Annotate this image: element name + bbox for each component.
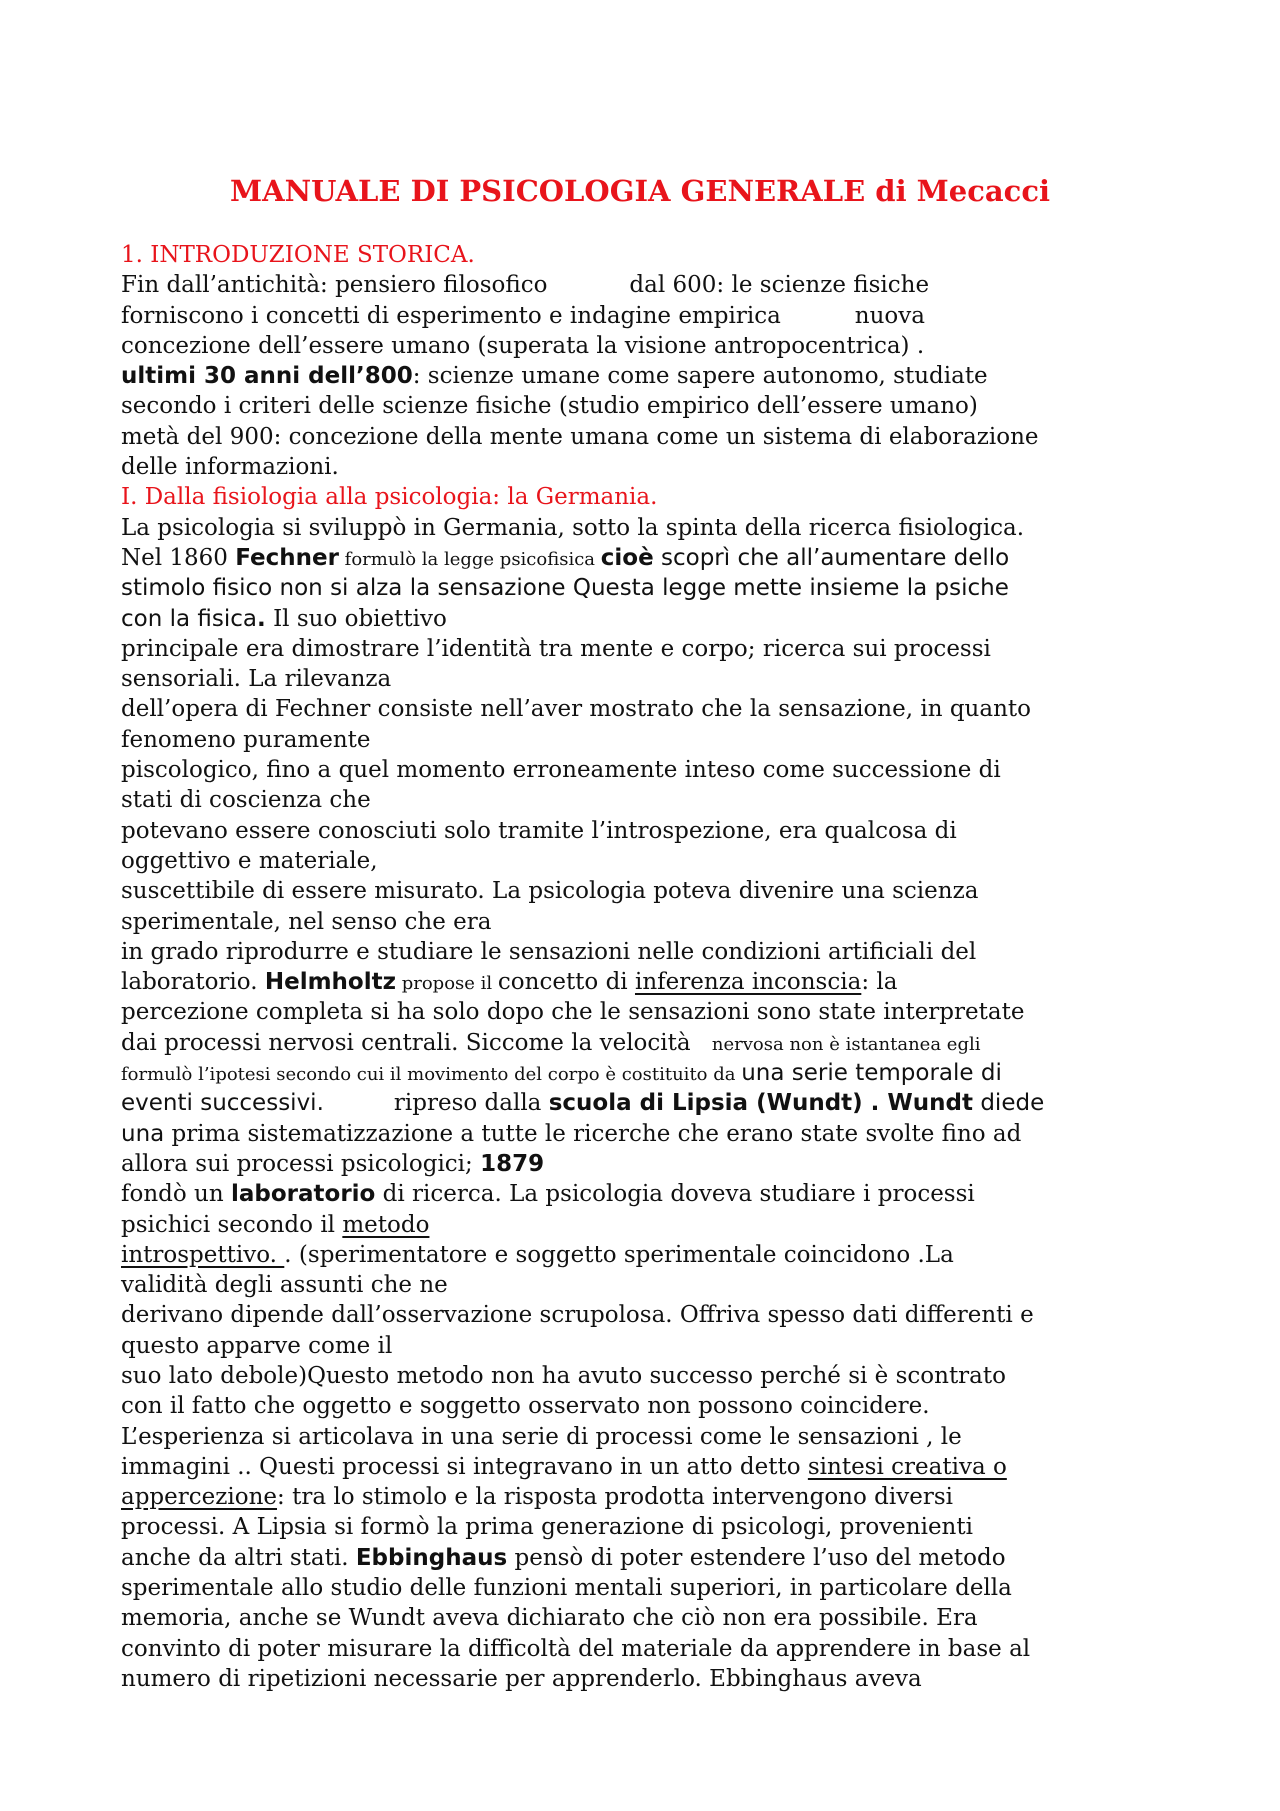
text-line (121, 482, 1211, 512)
text-run: sintesi creativa o (807, 1453, 1007, 1480)
text-run: Helmholtz (264, 969, 396, 996)
text-run: Fin dall’antichità: pensiero filosofico (121, 272, 548, 299)
text-line (121, 270, 1211, 300)
text-run: dal 600: le scienze fisiche (629, 272, 930, 299)
text-line (121, 1361, 1211, 1391)
text-line (121, 1634, 1211, 1664)
text-run: suscettibile di essere misurato. La psicologia poteva divenire una scienza (121, 878, 979, 905)
text-run: stati di coscienza che (121, 787, 371, 814)
text-line (121, 664, 1211, 694)
text-line (121, 1543, 1211, 1573)
text-run: I. Dalla fisiologia alla psicologia: la Germania. (121, 484, 658, 511)
text-run: principale era dimostrare l’identità tra mente e corpo; ricerca sui processi (121, 635, 991, 662)
text-run: numero di ripetizioni necessarie per apprenderlo. Ebbinghaus aveva (121, 1665, 922, 1692)
text-line (121, 422, 1211, 452)
text-line (121, 391, 1211, 421)
text-run: prima sistematizzazione a tutte le ricerche che erano state svolte fino ad (164, 1120, 1022, 1147)
text-run: laboratorio. (121, 969, 265, 996)
text-run: . (sperimentatore e soggetto sperimentale coincidono .La (284, 1241, 954, 1268)
text-line (121, 573, 1211, 603)
text-line (121, 1573, 1211, 1603)
text-line (121, 1422, 1211, 1452)
text-run: L’esperienza si articolava in una serie di processi come le sensazioni , le (121, 1423, 962, 1450)
text-run: fondò un (121, 1181, 231, 1208)
text-run: scuola di Lipsia (Wundt) . Wundt (548, 1090, 974, 1117)
text-line (121, 907, 1211, 937)
text-run: forniscono i concetti di esperimento e indagine empirica (121, 302, 781, 329)
text-run: psichici secondo il (121, 1211, 343, 1238)
text-run: diede (973, 1090, 1045, 1117)
text-line (121, 361, 1211, 391)
text-run: percezione completa si ha solo dopo che le sensazioni sono state interpretate (121, 999, 1025, 1026)
text-run: piscologico, fino a quel momento erroneamente inteso come successione di (121, 757, 1001, 784)
text-line (121, 1664, 1211, 1694)
text-run: Nel 1860 (121, 544, 236, 571)
text-line (121, 846, 1211, 876)
text-line (121, 543, 1211, 573)
text-run: : scienze umane come sapere autonomo, studiate (412, 363, 988, 390)
text-line (121, 331, 1211, 361)
text-run: 1879 (480, 1150, 545, 1177)
text-line (121, 967, 1211, 997)
text-run: dell’opera di Fechner consiste nell’aver mostrato che la sensazione, in quanto (121, 696, 1031, 723)
text-run: Ebbinghaus (355, 1544, 508, 1571)
text-run: ultimi 30 anni dell’800 (121, 363, 413, 390)
text-line (121, 937, 1211, 967)
text-run: delle informazioni. (121, 454, 339, 481)
text-run: : tra lo stimolo e la risposta prodotta intervengono diversi (277, 1484, 953, 1511)
text-line (121, 513, 1211, 543)
text-run: fenomeno puramente (121, 726, 371, 753)
text-run: una (121, 1120, 165, 1147)
text-run: pensò di poter estendere l’uso del metodo (507, 1544, 1006, 1571)
text-line (121, 816, 1211, 846)
text-run: secondo i criteri delle scienze fisiche (studio empirico dell’essere umano) (121, 393, 978, 420)
text-run: oggettivo e materiale, (121, 847, 378, 874)
text-run: dai processi nervosi centrali. Siccome la velocità (121, 1029, 698, 1056)
text-line (121, 1270, 1211, 1300)
text-run: eventi successivi. (121, 1090, 324, 1117)
text-run: derivano dipende dall’osservazione scrupolosa. Offriva spesso dati differenti e (121, 1302, 1034, 1329)
text-run: metodo (342, 1211, 430, 1238)
document-title: MANUALE DI PSICOLOGIA GENERALE di Mecacci (229, 174, 1051, 208)
text-run: questo apparve come il (121, 1332, 393, 1359)
text-run: validità degli assunti che ne (121, 1272, 448, 1299)
text-run: formulò la legge psicofisica (338, 548, 601, 570)
text-run: Fechner (235, 544, 339, 571)
text-line (121, 1391, 1211, 1421)
text-line (121, 604, 1211, 634)
text-run: una serie temporale di (741, 1060, 1002, 1087)
text-run: di ricerca. La psicologia doveva studiare i processi (375, 1181, 975, 1208)
text-run: sensoriali. La rilevanza (121, 666, 392, 693)
text-run: formulò l’ipotesi secondo cui il movimento del corpo è costituito da (121, 1064, 742, 1086)
text-run: in grado riprodurre e studiare le sensazioni nelle condizioni artificiali del (121, 938, 977, 965)
text-run: convinto di poter misurare la difficoltà del materiale da apprendere in base al (121, 1635, 1031, 1662)
text-line (121, 1240, 1211, 1270)
text-run: : la (861, 969, 898, 996)
text-line (121, 301, 1211, 331)
text-line (121, 725, 1211, 755)
text-run: suo lato debole)Questo metodo non ha avuto successo perché si è scontrato (121, 1362, 1006, 1389)
text-line (121, 785, 1211, 815)
text-line (121, 1088, 1211, 1118)
text-line (121, 1119, 1211, 1149)
text-run: concezione dell’essere umano (superata la visione antropocentrica) . (121, 332, 925, 359)
text-run: immagini .. Questi processi si integravano in un atto detto (121, 1453, 808, 1480)
text-line (121, 452, 1211, 482)
text-line (121, 1210, 1211, 1240)
text-run: laboratorio (231, 1181, 376, 1208)
text-run: scoprì che all’aumentare dello (653, 544, 1010, 571)
text-run: sperimentale allo studio delle funzioni mentali superiori, in particolare della (121, 1575, 1012, 1602)
text-line (121, 1058, 1211, 1088)
text-run: metà del 900: concezione della mente umana come un sistema di elaborazione (121, 423, 1039, 450)
text-run: memoria, anche se Wundt aveva dichiarato che ciò non era possibile. Era (121, 1605, 978, 1632)
text-run: nuova (854, 302, 925, 329)
text-run: sperimentale, nel senso che era (121, 908, 492, 935)
text-run: 1. INTRODUZIONE STORICA. (121, 242, 475, 268)
text-run: propose il (396, 973, 498, 995)
text-run: inferenza inconscia (634, 969, 862, 996)
text-line (121, 1300, 1211, 1330)
text-run: . (257, 605, 266, 632)
text-run: con il fatto che oggetto e soggetto osservato non possono coincidere. (121, 1393, 930, 1420)
text-run: stimolo fisico non si alza la sensazione Questa legge mette insieme la psiche (121, 575, 1009, 602)
text-line (121, 1452, 1211, 1482)
text-run: cioè (600, 544, 654, 571)
text-line (121, 755, 1211, 785)
text-line (121, 1603, 1211, 1633)
text-run: anche da altri stati. (121, 1544, 356, 1571)
text-run: potevano essere conosciuti solo tramite l’introspezione, era qualcosa di (121, 817, 957, 844)
text-run: Il suo obiettivo (265, 605, 447, 632)
text-line (121, 997, 1211, 1027)
text-run: allora sui processi psicologici; (121, 1150, 481, 1177)
text-run: appercezione (121, 1484, 278, 1511)
text-line (121, 1482, 1211, 1512)
text-line (121, 1028, 1211, 1058)
text-line (121, 694, 1211, 724)
text-run: ripreso dalla (393, 1090, 549, 1117)
text-line (121, 240, 1211, 270)
text-run: introspettivo. (121, 1241, 285, 1268)
text-line (121, 634, 1211, 664)
text-run: La psicologia si sviluppò in Germania, sotto la spinta della ricerca fisiologica. (121, 514, 1025, 541)
document-body (121, 240, 1211, 1694)
text-line (121, 876, 1211, 906)
text-line (121, 1149, 1211, 1179)
text-run: nervosa non è istantanea egli (711, 1033, 981, 1055)
text-run: concetto di (497, 969, 635, 996)
text-run: processi. A Lipsia si formò la prima generazione di psicologi, provenienti (121, 1514, 973, 1541)
text-run: con la fisica (121, 605, 258, 632)
text-line (121, 1512, 1211, 1542)
text-line (121, 1331, 1211, 1361)
text-line (121, 1179, 1211, 1209)
